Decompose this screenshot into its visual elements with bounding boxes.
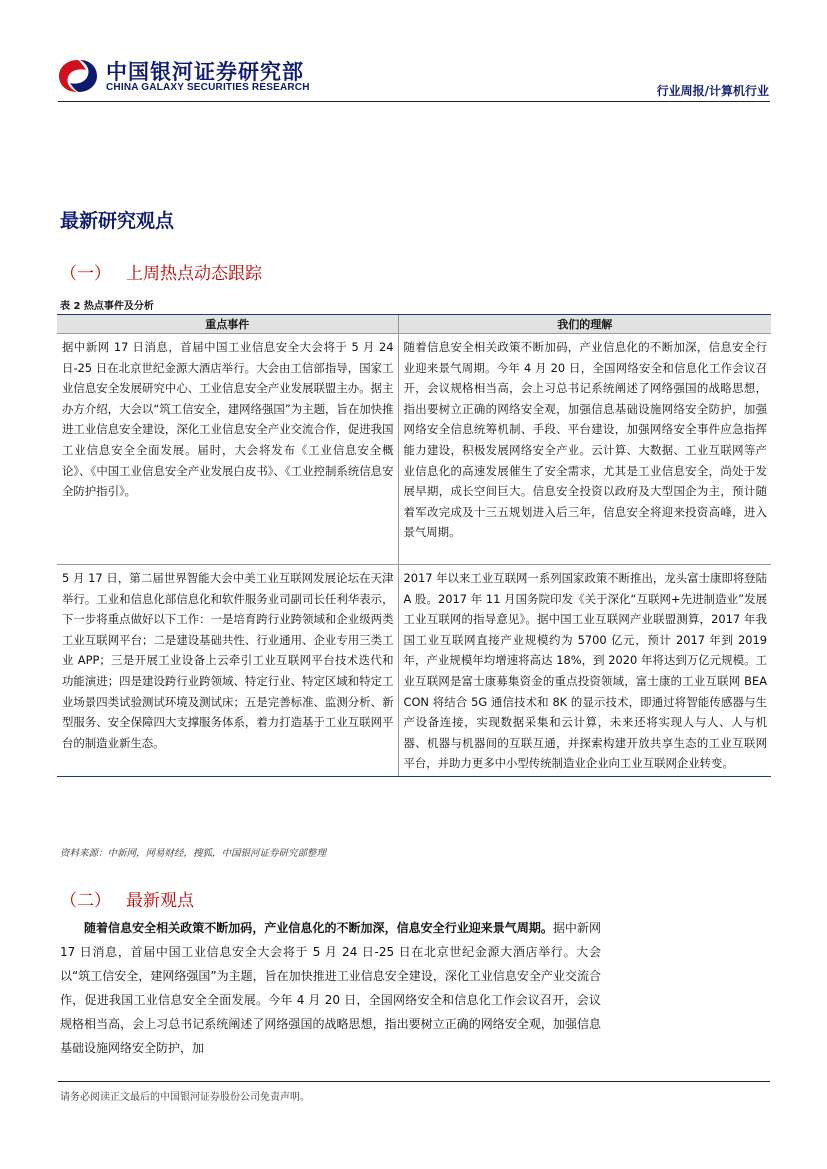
table-caption: 表 2 热点事件及分析 bbox=[60, 301, 154, 312]
subsection-heading-1 bbox=[60, 259, 262, 284]
section-title: 最新研究观点 bbox=[60, 210, 175, 232]
table-row bbox=[57, 565, 771, 777]
report-type: 行业周报/计算机行业 bbox=[656, 84, 769, 98]
subsection-number: （二） bbox=[60, 891, 111, 911]
viewpoint-paragraph bbox=[60, 916, 601, 1060]
table-header-row bbox=[57, 315, 771, 334]
event-cell: 5 月 17 日，第二届世界智能大会中美工业互联网发展论坛在天津举行。工业和信息化部信息化和软件服务业司副司长任利华表示，下一步将重点做好以下工作：一是培育跨行业跨领域和企业级两类工业互联网平台；二是建设基础共性、行业通用、企业专用三类工业 APP；三是开展工业设备上云牵引工业互联网平台技术迭代和功能演进；四是建设跨行业跨领域、特定行业、特定区域和特定工业场景四类试验测试环境及测试床；五是完善标准、监测分析、新型服务、安全保障四大支撑服务体系，着力打造基于工业互联网平台的制造业新生态。 bbox=[57, 565, 398, 777]
logo-english-name: CHINA GALAXY SECURITIES RESEARCH bbox=[106, 82, 310, 93]
logo-chinese-name: 中国银河证券研究部 bbox=[106, 60, 304, 84]
company-logo bbox=[58, 56, 328, 96]
subsection-title: 最新观点 bbox=[126, 891, 194, 911]
column-header: 重点事件 bbox=[57, 315, 398, 334]
galaxy-logo-icon bbox=[58, 58, 98, 94]
analysis-cell: 2017 年以来工业互联网一系列国家政策不断推出，龙头富士康即将登陆 A 股。2017 年 11 月国务院印发《关于深化“互联网+先进制造业”发展工业互联网的指导意见》。据中国工业互联网产业联盟测算，2017 年我国工业互联网直接产业规模约为 5700 亿元，预计 2017 年到 2019 年，产业规模年均增速将高达 18%，到 2020 年将达到万亿元规模。工业互联网是富士康募集资金的重点投资领域，富士康的工业互联网 BEACON 将结合 5G 通信技术和 8K 的显示技术，即通过将智能传感器与生产设备连接，实现数据采集和云计算，未来还将实现人与人、人与机器、机器与机器间的互联互通，并探索构建开放共享生态的工业互联网平台，并助力更多中小型传统制造业企业向工业互联网企业转变。 bbox=[398, 565, 771, 777]
hot-events-table bbox=[57, 314, 771, 777]
table-row bbox=[57, 334, 771, 565]
subsection-heading-2 bbox=[60, 886, 194, 911]
table-source: 资料来源：中新网，网易财经，搜狐，中国银河证券研究部整理 bbox=[60, 848, 327, 859]
footer-disclaimer: 请务必阅读正文最后的中国银河证券股份公司免责声明。 bbox=[60, 1092, 310, 1103]
event-cell: 据中新网 17 日消息，首届中国工业信息安全大会将于 5 月 24 日-25 日在北京世纪金源大酒店举行。大会由工信部指导，国家工业信息安全发展研究中心、工业信息安全产业发展联盟主办。据主办方介绍，大会以“筑工信安全，建网络强国”为主题，旨在加快推进工业信息安全建设，深化工业信息安全产业交流合作，促进我国工业信息安全全面发展。届时，大会将发布《工业信息安全概论》、《中国工业信息安全产业发展白皮书》、《工业控制系统信息安全防护指引》。 bbox=[57, 334, 398, 565]
viewpoint-lead: 随着信息安全相关政策不断加码，产业信息化的不断加深，信息安全行业迎来景气周期。 bbox=[84, 921, 553, 935]
subsection-number: （一） bbox=[60, 264, 111, 284]
header-divider bbox=[58, 101, 770, 102]
viewpoint-body: 据中新网 17 日消息，首届中国工业信息安全大会将于 5 月 24 日-25 日在北京世纪金源大酒店举行。大会以“筑工信安全，建网络强国”为主题，旨在加快推进工业信息安全建设，深化工业信息安全产业交流合作，促进我国工业信息安全全面发展。今年 4 月 20 日，全国网络安全和信息化工作会议召开，会议规格相当高，会上习总书记系统阐述了网络强国的战略思想，指出要树立正确的网络安全观，加强信息基础设施网络安全防护，加 bbox=[60, 921, 601, 1055]
column-header: 我们的理解 bbox=[398, 315, 771, 334]
footer-divider bbox=[58, 1081, 770, 1082]
subsection-title: 上周热点动态跟踪 bbox=[126, 264, 262, 284]
analysis-cell: 随着信息安全相关政策不断加码，产业信息化的不断加深，信息安全行业迎来景气周期。今年 4 月 20 日，全国网络安全和信息化工作会议召开，会议规格相当高，会上习总书记系统阐述了网络强国的战略思想，指出要树立正确的网络安全观，加强信息基础设施网络安全防护，加强网络安全信息统筹机制、手段、平台建设，加强网络安全事件应急指挥能力建设，积极发展网络安全产业。云计算、大数据、工业互联网等产业信息化的高速发展催生了安全需求，尤其是工业信息安全，尚处于发展早期，成长空间巨大。信息安全投资以政府及大型国企为主，预计随着军改完成及十三五规划进入后三年，信息安全将迎来投资高峰，进入景气周期。 bbox=[398, 334, 771, 565]
